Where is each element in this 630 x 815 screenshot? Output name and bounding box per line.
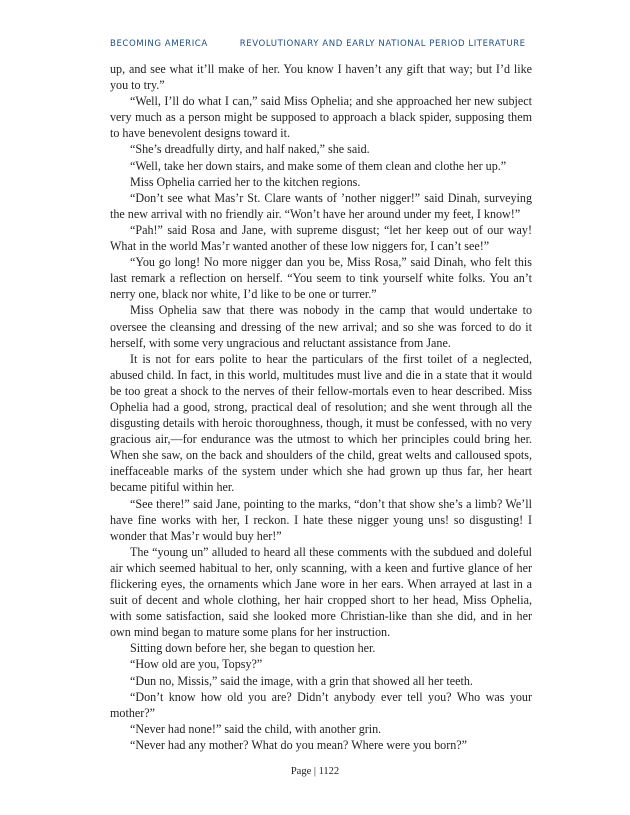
body-text <box>110 61 532 753</box>
paragraph: “See there!” said Jane, pointing to the marks, “don’t that show she’s a limb? We’ll have fine works with her, I reckon. I hate these nigger young uns! so disgusting! I wonder that Mas’r would buy her!” <box>110 496 532 543</box>
paragraph: “Pah!” said Rosa and Jane, with supreme disgust; “let her keep out of our way! What in the world Mas’r wanted another of these low niggers for, I can’t see!” <box>110 222 532 254</box>
paragraph: Miss Ophelia saw that there was nobody in the camp that would undertake to oversee the cleansing and dressing of the new arrival; and so she was forced to do it herself, with some very ungracious and reluctant assistance from Jane. <box>110 303 532 350</box>
paragraph: “You go long! No more nigger dan you be, Miss Rosa,” said Dinah, who felt this last remark a reflection on herself. “You seem to tink yourself white folks. You an’t nerry one, black nor white, I’d like to be one or turrer.” <box>110 255 532 302</box>
paragraph: “Don’t see what Mas’r St. Clare wants of ’nother nigger!” said Dinah, surveying the new arrival with no friendly air. “Won’t have her around under my feet, I know!” <box>110 190 532 221</box>
section-title: REVOLUTIONARY AND EARLY NATIONAL PERIOD LITERATURE <box>239 39 526 49</box>
paragraph: Miss Ophelia carried her to the kitchen regions. <box>130 174 361 189</box>
paragraph: “Never had any mother? What do you mean? Where were you born?” <box>130 737 468 752</box>
book-title: BECOMING AMERICA <box>110 39 208 49</box>
paragraph: Sitting down before her, she began to question her. <box>130 641 376 656</box>
paragraph: “Well, take her down stairs, and make some of them clean and clothe her up.” <box>130 158 507 173</box>
paragraph: “She’s dreadfully dirty, and half naked,” she said. <box>130 142 370 157</box>
paragraph: “Well, I’ll do what I can,” said Miss Ophelia; and she approached her new subject very much as a person might be supposed to approach a black spider, supposing them to have benevolent designs toward it. <box>110 94 532 141</box>
paragraph: “Dun no, Missis,” said the image, with a grin that showed all her teeth. <box>130 673 473 688</box>
paragraph: “Never had none!” said the child, with another grin. <box>130 721 382 736</box>
page-number: Page | 1122 <box>290 766 340 777</box>
paragraph: It is not for ears polite to hear the particulars of the first toilet of a neglected, abused child. In fact, in this world, multitudes must live and die in a state that it would be too great a shock to the nerves of their fellow-mortals even to hear described. Miss Ophelia had a good, strong, practical deal of resolution; and she went through all the disgusting details with heroic thoroughness, though, it must be confessed, with no very gracious air,—for endurance was the utmost to which her principles could bring her. When she saw, on the back and shoulders of the child, great welts and calloused spots, ineffaceable marks of the system under which she had grown up thus far, her heart became pitiful within her. <box>110 351 532 495</box>
paragraph: “Don’t know how old you are? Didn’t anybody ever tell you? Who was your mother?” <box>110 689 532 720</box>
paragraph: “How old are you, Topsy?” <box>130 657 263 672</box>
paragraph: The “young un” alluded to heard all these comments with the subdued and doleful air which seemed habitual to her, only scanning, with a keen and furtive glance of her flickering eyes, the ornaments which Jane wore in her ears. When arrayed at last in a suit of decent and whole clothing, her hair cropped short to her head, Miss Ophelia, with some satisfaction, said she looked more Christian-like than she did, and in her own mind began to mature some plans for her instruction. <box>110 544 532 640</box>
running-header <box>110 39 530 49</box>
paragraph: up, and see what it’ll make of her. You know I haven’t any gift that way; but I’d like you to try.” <box>110 62 532 93</box>
